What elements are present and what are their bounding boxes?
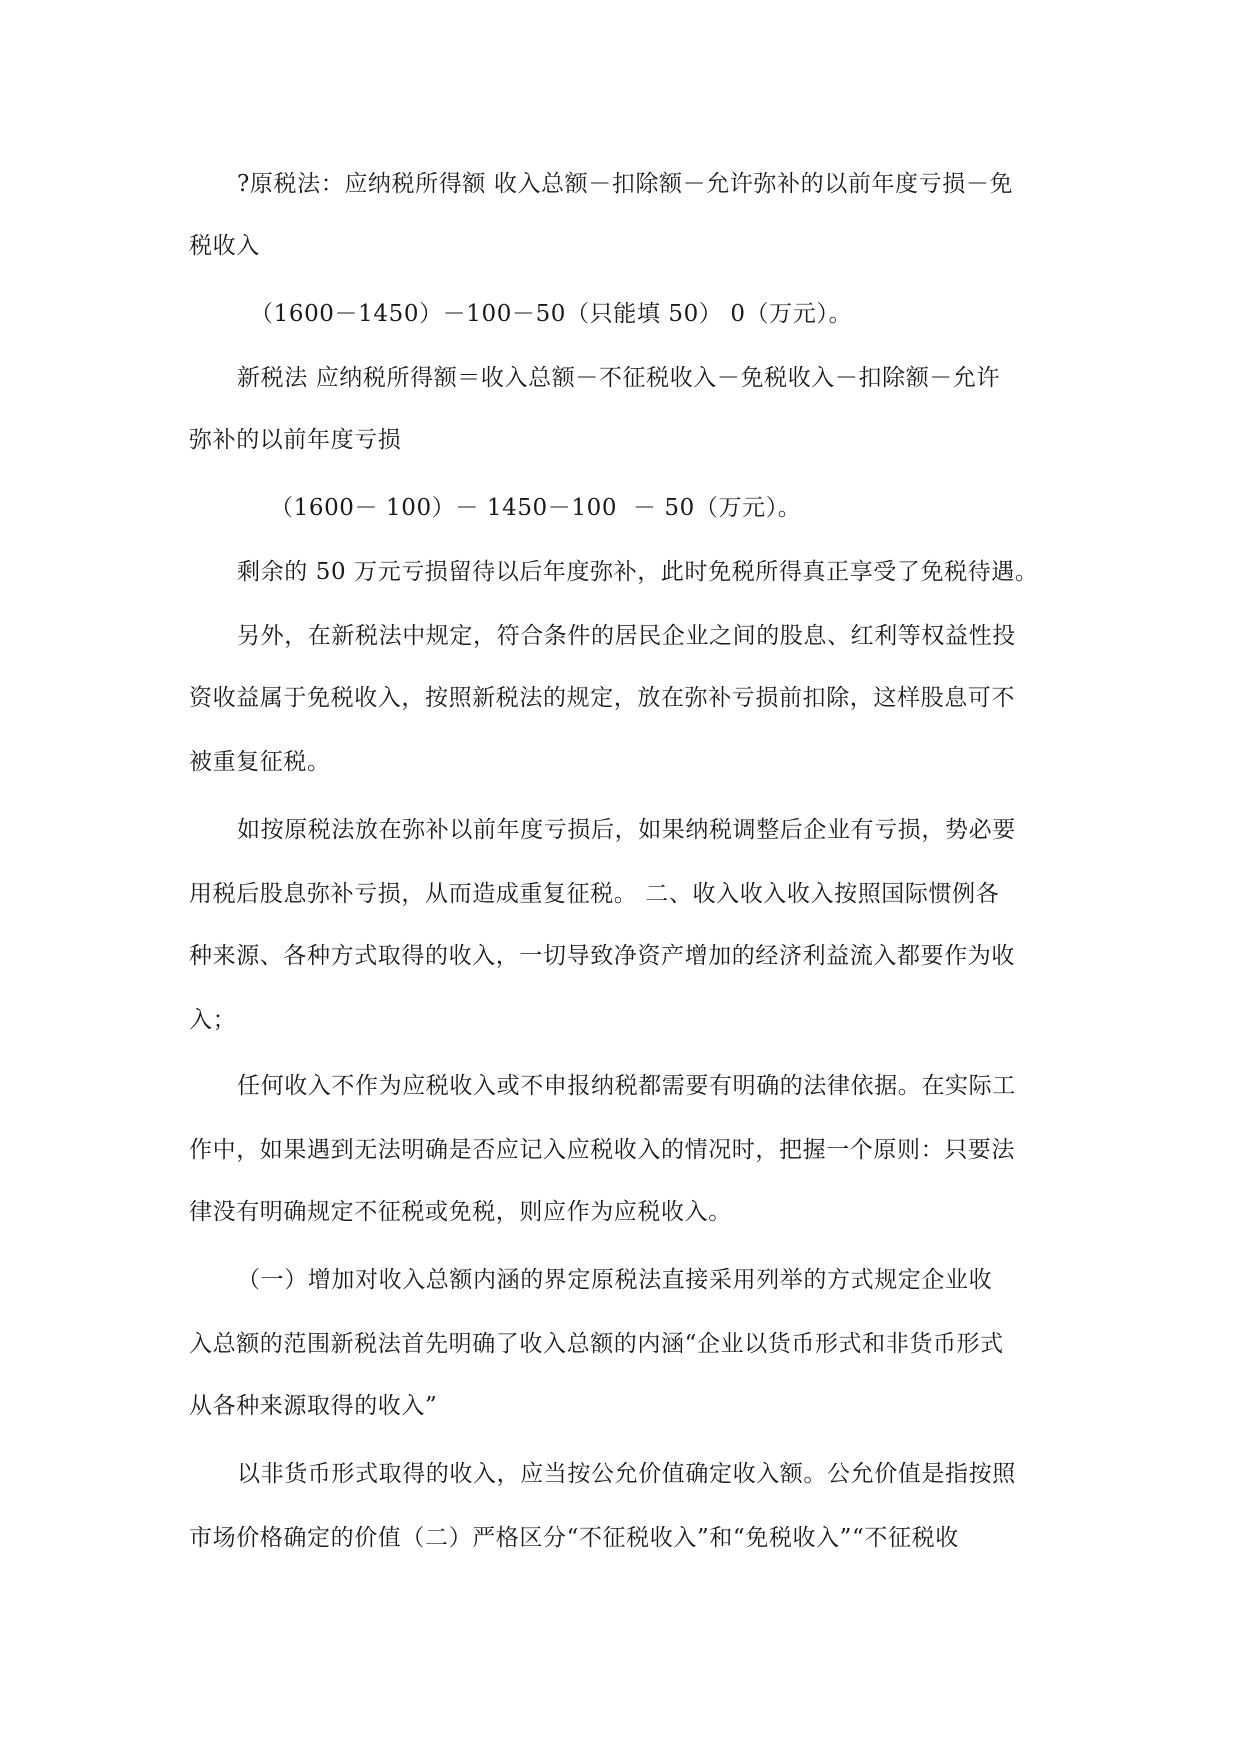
paragraph-line: 市场价格确定的价值（二）严格区分“不征税收入”和“免税收入”“不征税收	[189, 1525, 959, 1551]
paragraph-line: 作中，如果遇到无法明确是否应记入应税收入的情况时，把握一个原则：只要法	[189, 1137, 1015, 1163]
paragraph-line: 律没有明确规定不征税或免税，则应作为应税收入。	[189, 1199, 732, 1225]
paragraph-line: 用税后股息弥补亏损，从而造成重复征税。 二、收入收入收入按照国际惯例各	[189, 881, 1000, 907]
paragraph-line: 任何收入不作为应税收入或不申报纳税都需要有明确的法律依据。在实际工	[237, 1073, 1016, 1099]
paragraph-line: ?原税法：应纳税所得额 收入总额－扣除额－允许弥补的以前年度亏损－免	[237, 171, 1014, 197]
paragraph-line: 税收入	[189, 233, 260, 259]
paragraph-line: （一）增加对收入总额内涵的界定原税法直接采用列举的方式规定企业收	[237, 1267, 993, 1293]
paragraph-line: 如按原税法放在弥补以前年度亏损后，如果纳税调整后企业有亏损，势必要	[237, 817, 1016, 843]
paragraph-line: 剩余的 50 万元亏损留待以后年度弥补，此时免税所得真正享受了免税待遇。	[237, 559, 1039, 585]
paragraph-line: 弥补的以前年度亏损	[189, 427, 402, 453]
paragraph-line: 入；	[189, 1007, 237, 1033]
paragraph-line: 从各种来源取得的收入”	[189, 1393, 438, 1419]
formula-line: （1600－ 100）－ 1450－100 － 50（万元）。	[270, 495, 802, 521]
formula-line: （1600－1450）－100－50（只能填 50） 0（万元）。	[250, 301, 853, 327]
paragraph-line: 入总额的范围新税法首先明确了收入总额的内涵“企业以货币形式和非货币形式	[189, 1331, 1004, 1357]
paragraph-line: 资收益属于免税收入，按照新税法的规定，放在弥补亏损前扣除，这样股息可不	[189, 685, 1015, 711]
paragraph-line: 以非货币形式取得的收入，应当按公允价值确定收入额。公允价值是指按照	[237, 1461, 1016, 1487]
paragraph-line: 另外，在新税法中规定，符合条件的居民企业之间的股息、红利等权益性投	[237, 623, 1016, 649]
paragraph-line: 种来源、各种方式取得的收入，一切导致净资产增加的经济利益流入都要作为收	[189, 943, 1015, 969]
paragraph-line: 新税法 应纳税所得额＝收入总额－不征税收入－免税收入－扣除额－允许	[237, 365, 1001, 391]
paragraph-line: 被重复征税。	[189, 749, 331, 775]
